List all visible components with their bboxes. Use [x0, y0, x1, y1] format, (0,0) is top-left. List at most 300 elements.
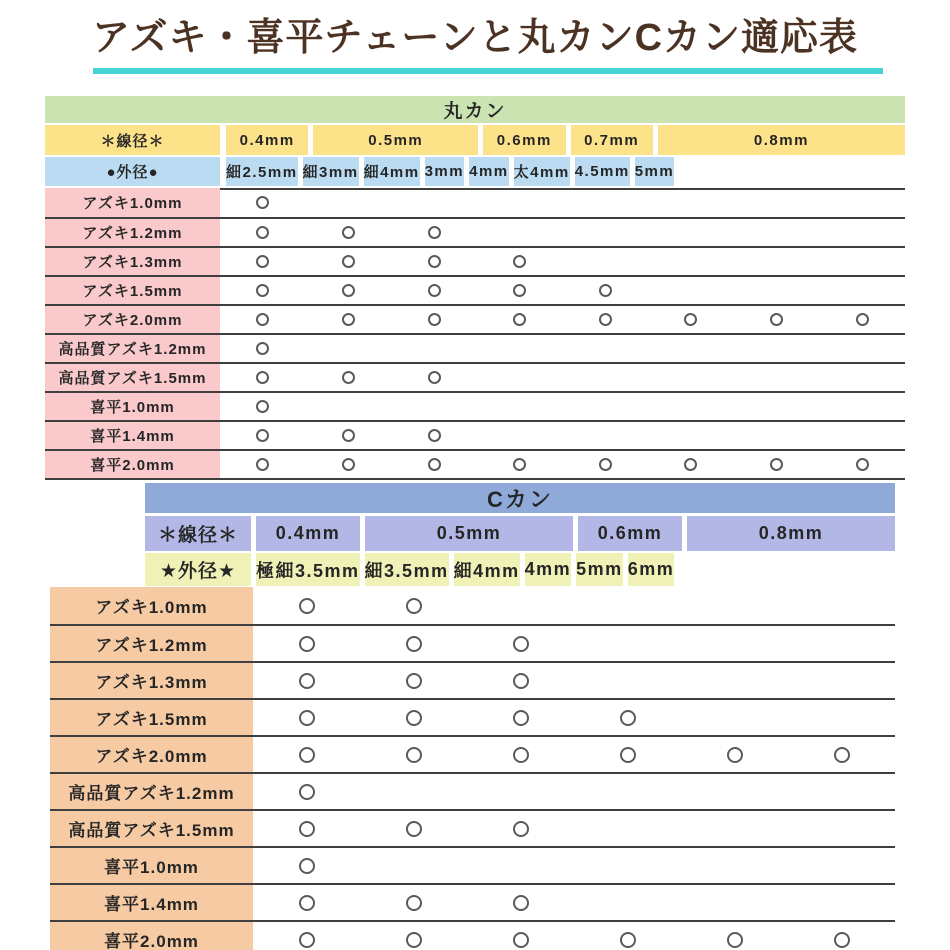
compatible-mark-icon: [428, 371, 441, 384]
compatibility-cell: [734, 219, 820, 246]
table-row: [50, 883, 895, 920]
row-cells: [220, 188, 905, 217]
compatibility-cell: [467, 737, 574, 772]
compatibility-cell: [788, 922, 895, 950]
compatible-mark-icon: [513, 313, 526, 326]
compatibility-cell: [734, 364, 820, 391]
row-cells: [253, 587, 895, 624]
compatibility-cell: [360, 811, 467, 846]
compatible-mark-icon: [428, 429, 441, 442]
compatibility-cell: [467, 922, 574, 950]
c-kan-table-title: Cカン: [145, 483, 895, 513]
maru-kan-table-title: 丸カン: [45, 96, 905, 123]
compatibility-cell: [563, 219, 649, 246]
compatibility-cell: [648, 393, 734, 420]
outer-diameter-values: [256, 553, 895, 586]
compatible-mark-icon: [599, 313, 612, 326]
compatibility-cell: [220, 335, 306, 362]
row-cells: [220, 393, 905, 420]
row-cells: [253, 811, 895, 846]
row-cells: [220, 335, 905, 362]
outer-diameter-value: 6mm: [628, 553, 675, 586]
compatibility-cell: [563, 188, 649, 217]
compatible-mark-icon: [428, 226, 441, 239]
compatibility-cell: [253, 774, 360, 809]
compatible-mark-icon: [834, 932, 850, 948]
outer-diameter-value: 細4mm: [454, 553, 520, 586]
row-label: アズキ2.0mm: [45, 306, 220, 333]
compatibility-cell: [220, 306, 306, 333]
compatibility-cell: [648, 248, 734, 275]
row-cells: [220, 451, 905, 478]
compatibility-cell: [819, 364, 905, 391]
row-cells: [253, 774, 895, 809]
outer-diameter-value: 細4mm: [364, 157, 420, 186]
compatibility-cell: [788, 737, 895, 772]
row-cells: [253, 626, 895, 661]
compatibility-cell: [477, 188, 563, 217]
compatibility-cell: [360, 587, 467, 624]
compatibility-cell: [574, 737, 681, 772]
table-row: [50, 661, 895, 698]
compatibility-cell: [253, 848, 360, 883]
wire-diameter-values: [256, 516, 895, 551]
compatibility-cell: [220, 277, 306, 304]
row-label: アズキ1.3mm: [50, 663, 253, 698]
compatibility-cell: [306, 451, 392, 478]
compatibility-cell: [306, 219, 392, 246]
compatible-mark-icon: [299, 710, 315, 726]
wire-diameter-value: 0.5mm: [313, 125, 478, 155]
row-cells: [220, 422, 905, 449]
compatibility-cell: [681, 774, 788, 809]
outer-diameter-label: ●外径●: [45, 157, 220, 186]
table-row: [50, 624, 895, 661]
compatibility-cell: [253, 885, 360, 920]
compatibility-cell: [681, 885, 788, 920]
compatibility-cell: [306, 277, 392, 304]
table-row: [45, 449, 905, 478]
row-label: アズキ1.0mm: [45, 188, 220, 217]
table-row: [45, 391, 905, 420]
outer-diameter-value: 太4mm: [514, 157, 570, 186]
table-row: [50, 809, 895, 846]
compatibility-cell: [467, 774, 574, 809]
compatible-mark-icon: [513, 895, 529, 911]
compatibility-cell: [734, 306, 820, 333]
compatibility-cell: [477, 306, 563, 333]
compatible-mark-icon: [299, 858, 315, 874]
compatibility-cell: [563, 306, 649, 333]
outer-diameter-value: 5mm: [576, 553, 623, 586]
row-label: 高品質アズキ1.2mm: [50, 774, 253, 809]
c-kan-table-header: [145, 483, 895, 586]
table-row: [45, 420, 905, 449]
wire-diameter-value: 0.8mm: [658, 125, 905, 155]
compatibility-cell: [253, 626, 360, 661]
compatibility-cell: [391, 364, 477, 391]
compatibility-cell: [648, 219, 734, 246]
compatible-mark-icon: [513, 821, 529, 837]
compatibility-cell: [477, 422, 563, 449]
compatible-mark-icon: [513, 710, 529, 726]
compatibility-cell: [574, 811, 681, 846]
compatible-mark-icon: [342, 255, 355, 268]
table-row: [50, 698, 895, 735]
wire-diameter-value: 0.6mm: [578, 516, 682, 551]
compatible-mark-icon: [513, 932, 529, 948]
compatibility-cell: [734, 451, 820, 478]
compatibility-cell: [391, 451, 477, 478]
compatibility-cell: [574, 774, 681, 809]
row-label: アズキ2.0mm: [50, 737, 253, 772]
table-row: [45, 333, 905, 362]
compatible-mark-icon: [513, 255, 526, 268]
compatibility-cell: [819, 393, 905, 420]
compatibility-cell: [306, 306, 392, 333]
compatibility-cell: [788, 885, 895, 920]
compatibility-cell: [648, 451, 734, 478]
compatible-mark-icon: [342, 458, 355, 471]
wire-diameter-value: 0.8mm: [687, 516, 895, 551]
outer-diameter-value: 4mm: [525, 553, 572, 586]
row-cells: [220, 219, 905, 246]
wire-diameter-value: 0.6mm: [483, 125, 565, 155]
compatibility-cell: [467, 885, 574, 920]
compatible-mark-icon: [406, 821, 422, 837]
compatibility-cell: [391, 422, 477, 449]
compatibility-cell: [563, 422, 649, 449]
compatibility-cell: [681, 848, 788, 883]
compatibility-cell: [467, 848, 574, 883]
row-label: 喜平1.4mm: [50, 885, 253, 920]
compatible-mark-icon: [513, 747, 529, 763]
row-cells: [220, 248, 905, 275]
compatibility-cell: [220, 422, 306, 449]
compatible-mark-icon: [256, 226, 269, 239]
compatible-mark-icon: [856, 313, 869, 326]
compatibility-cell: [306, 248, 392, 275]
compatibility-cell: [788, 663, 895, 698]
compatibility-cell: [819, 335, 905, 362]
compatible-mark-icon: [599, 458, 612, 471]
compatibility-cell: [253, 663, 360, 698]
compatible-mark-icon: [342, 429, 355, 442]
compatible-mark-icon: [342, 284, 355, 297]
compatibility-cell: [563, 364, 649, 391]
compatibility-cell: [306, 364, 392, 391]
compatible-mark-icon: [256, 429, 269, 442]
compatible-mark-icon: [256, 313, 269, 326]
compatible-mark-icon: [684, 313, 697, 326]
compatible-mark-icon: [406, 673, 422, 689]
compatible-mark-icon: [834, 747, 850, 763]
compatibility-cell: [788, 700, 895, 735]
compatible-mark-icon: [406, 895, 422, 911]
compatibility-cell: [467, 811, 574, 846]
compatibility-cell: [220, 219, 306, 246]
row-label: 喜平1.4mm: [45, 422, 220, 449]
outer-diameter-value: 5mm: [635, 157, 675, 186]
compatible-mark-icon: [620, 747, 636, 763]
compatibility-cell: [563, 277, 649, 304]
compatibility-cell: [220, 188, 306, 217]
table-row: [50, 587, 895, 624]
table-row: [45, 246, 905, 275]
compatibility-cell: [681, 626, 788, 661]
compatible-mark-icon: [299, 598, 315, 614]
row-label: アズキ1.5mm: [45, 277, 220, 304]
compatibility-cell: [220, 364, 306, 391]
row-cells: [253, 737, 895, 772]
row-label: 喜平2.0mm: [45, 451, 220, 478]
outer-diameter-value: 極細3.5mm: [256, 553, 360, 586]
table-top-border: [220, 188, 905, 190]
compatibility-cell: [574, 922, 681, 950]
compatibility-cell: [253, 700, 360, 735]
compatibility-cell: [477, 364, 563, 391]
compatibility-cell: [477, 277, 563, 304]
wire-diameter-values: [226, 125, 905, 155]
row-cells: [253, 848, 895, 883]
wire-diameter-row: [45, 125, 905, 155]
compatible-mark-icon: [256, 342, 269, 355]
compatibility-cell: [360, 737, 467, 772]
compatible-mark-icon: [342, 371, 355, 384]
compatibility-cell: [477, 219, 563, 246]
compatible-mark-icon: [727, 932, 743, 948]
table-row: [45, 362, 905, 391]
compatibility-cell: [391, 277, 477, 304]
compatibility-cell: [734, 335, 820, 362]
compatible-mark-icon: [406, 598, 422, 614]
compatibility-cell: [220, 393, 306, 420]
outer-diameter-value: 細3.5mm: [365, 553, 449, 586]
compatibility-cell: [477, 451, 563, 478]
compatibility-cell: [563, 335, 649, 362]
row-label: アズキ1.0mm: [50, 587, 253, 624]
compatibility-cell: [681, 700, 788, 735]
compatibility-cell: [391, 188, 477, 217]
compatibility-cell: [360, 663, 467, 698]
wire-diameter-value: 0.4mm: [226, 125, 308, 155]
compatibility-cell: [788, 848, 895, 883]
compatibility-cell: [681, 737, 788, 772]
wire-diameter-row: [145, 516, 895, 551]
compatible-mark-icon: [428, 458, 441, 471]
outer-diameter-value: 3mm: [425, 157, 465, 186]
compatibility-cell: [253, 587, 360, 624]
table-row: [45, 217, 905, 246]
row-label: 喜平1.0mm: [50, 848, 253, 883]
compatible-mark-icon: [513, 284, 526, 297]
compatible-mark-icon: [299, 636, 315, 652]
compatibility-cell: [477, 335, 563, 362]
compatible-mark-icon: [406, 636, 422, 652]
compatibility-cell: [306, 393, 392, 420]
compatibility-cell: [648, 306, 734, 333]
row-cells: [220, 277, 905, 304]
compatible-mark-icon: [620, 710, 636, 726]
compatibility-cell: [734, 277, 820, 304]
compatibility-cell: [391, 306, 477, 333]
compatible-mark-icon: [406, 710, 422, 726]
compatibility-cell: [788, 587, 895, 624]
compatibility-cell: [574, 587, 681, 624]
compatibility-cell: [648, 422, 734, 449]
compatible-mark-icon: [342, 313, 355, 326]
compatible-mark-icon: [599, 284, 612, 297]
compatible-mark-icon: [727, 747, 743, 763]
compatible-mark-icon: [428, 313, 441, 326]
compatible-mark-icon: [406, 747, 422, 763]
compatibility-cell: [563, 248, 649, 275]
compatibility-cell: [681, 922, 788, 950]
compatibility-cell: [648, 335, 734, 362]
title-bar: [0, 13, 950, 64]
row-label: 高品質アズキ1.2mm: [45, 335, 220, 362]
compatible-mark-icon: [299, 784, 315, 800]
c-kan-table-body: [50, 587, 895, 950]
maru-kan-table-body: [45, 188, 905, 480]
compatibility-cell: [734, 422, 820, 449]
outer-diameter-row: [45, 157, 905, 186]
table-row: [50, 772, 895, 809]
compatibility-cell: [574, 885, 681, 920]
outer-diameter-label: ★外径★: [145, 553, 251, 586]
outer-diameter-values: [226, 157, 905, 186]
compatibility-cell: [681, 811, 788, 846]
compatible-mark-icon: [513, 458, 526, 471]
outer-diameter-value: 4.5mm: [575, 157, 630, 186]
compatibility-cell: [819, 306, 905, 333]
compatibility-cell: [253, 922, 360, 950]
table-row: [45, 188, 905, 217]
compatibility-cell: [477, 393, 563, 420]
compatible-mark-icon: [684, 458, 697, 471]
compatibility-cell: [819, 219, 905, 246]
row-label: 喜平1.0mm: [45, 393, 220, 420]
compatibility-cell: [819, 188, 905, 217]
compatibility-cell: [788, 774, 895, 809]
page-title: アズキ・喜平チェーンと丸カンCカン適応表: [91, 17, 859, 59]
table-row: [45, 304, 905, 333]
compatibility-cell: [681, 663, 788, 698]
wire-diameter-value: 0.4mm: [256, 516, 360, 551]
compatible-mark-icon: [256, 458, 269, 471]
wire-diameter-label: ＊線径＊: [145, 516, 251, 551]
row-label: アズキ1.2mm: [45, 219, 220, 246]
compatible-mark-icon: [513, 636, 529, 652]
compatibility-cell: [220, 248, 306, 275]
table-row: [45, 275, 905, 304]
compatibility-cell: [574, 700, 681, 735]
compatibility-cell: [306, 188, 392, 217]
compatible-mark-icon: [770, 458, 783, 471]
compatibility-cell: [360, 774, 467, 809]
maru-kan-table: [45, 96, 905, 480]
compatible-mark-icon: [256, 284, 269, 297]
compatible-mark-icon: [620, 932, 636, 948]
row-cells: [220, 364, 905, 391]
compatibility-cell: [734, 248, 820, 275]
row-cells: [253, 700, 895, 735]
compatibility-cell: [648, 364, 734, 391]
compatibility-cell: [819, 248, 905, 275]
compatible-mark-icon: [256, 255, 269, 268]
wire-diameter-value: 0.5mm: [365, 516, 573, 551]
table-row: [50, 846, 895, 883]
compatible-mark-icon: [342, 226, 355, 239]
compatibility-cell: [563, 451, 649, 478]
compatibility-cell: [467, 663, 574, 698]
row-cells: [253, 885, 895, 920]
row-label: アズキ1.2mm: [50, 626, 253, 661]
compatible-mark-icon: [428, 255, 441, 268]
row-label: 高品質アズキ1.5mm: [45, 364, 220, 391]
table-row: [50, 735, 895, 772]
compatible-mark-icon: [256, 371, 269, 384]
compatible-mark-icon: [256, 196, 269, 209]
compatibility-cell: [681, 587, 788, 624]
compatibility-cell: [360, 885, 467, 920]
compatible-mark-icon: [256, 400, 269, 413]
compatible-mark-icon: [406, 932, 422, 948]
outer-diameter-row: [145, 553, 895, 586]
compatibility-cell: [574, 848, 681, 883]
compatible-mark-icon: [299, 821, 315, 837]
row-label: アズキ1.5mm: [50, 700, 253, 735]
outer-diameter-value: 細3mm: [303, 157, 359, 186]
compatibility-cell: [467, 700, 574, 735]
compatibility-cell: [360, 700, 467, 735]
wire-diameter-value: 0.7mm: [571, 125, 653, 155]
compatibility-cell: [253, 737, 360, 772]
row-cells: [253, 922, 895, 950]
compatibility-cell: [391, 393, 477, 420]
compatible-mark-icon: [428, 284, 441, 297]
row-cells: [220, 306, 905, 333]
table-row: [50, 920, 895, 950]
compatibility-cell: [306, 422, 392, 449]
row-cells: [253, 663, 895, 698]
compatibility-cell: [819, 451, 905, 478]
compatibility-cell: [819, 277, 905, 304]
compatibility-cell: [574, 626, 681, 661]
compatibility-cell: [391, 248, 477, 275]
compatibility-cell: [788, 811, 895, 846]
compatible-mark-icon: [299, 747, 315, 763]
compatible-mark-icon: [299, 895, 315, 911]
compatible-mark-icon: [299, 932, 315, 948]
title-underline: [93, 68, 883, 74]
compatibility-cell: [360, 626, 467, 661]
compatibility-cell: [563, 393, 649, 420]
row-label: アズキ1.3mm: [45, 248, 220, 275]
compatibility-cell: [220, 451, 306, 478]
compatibility-cell: [360, 922, 467, 950]
row-label: 喜平2.0mm: [50, 922, 253, 950]
compatibility-cell: [306, 335, 392, 362]
compatibility-cell: [391, 335, 477, 362]
outer-diameter-value: 4mm: [469, 157, 509, 186]
outer-diameter-value: 細2.5mm: [226, 157, 298, 186]
compatibility-cell: [819, 422, 905, 449]
compatible-mark-icon: [770, 313, 783, 326]
compatibility-cell: [734, 188, 820, 217]
compatibility-cell: [253, 811, 360, 846]
compatibility-cell: [467, 626, 574, 661]
